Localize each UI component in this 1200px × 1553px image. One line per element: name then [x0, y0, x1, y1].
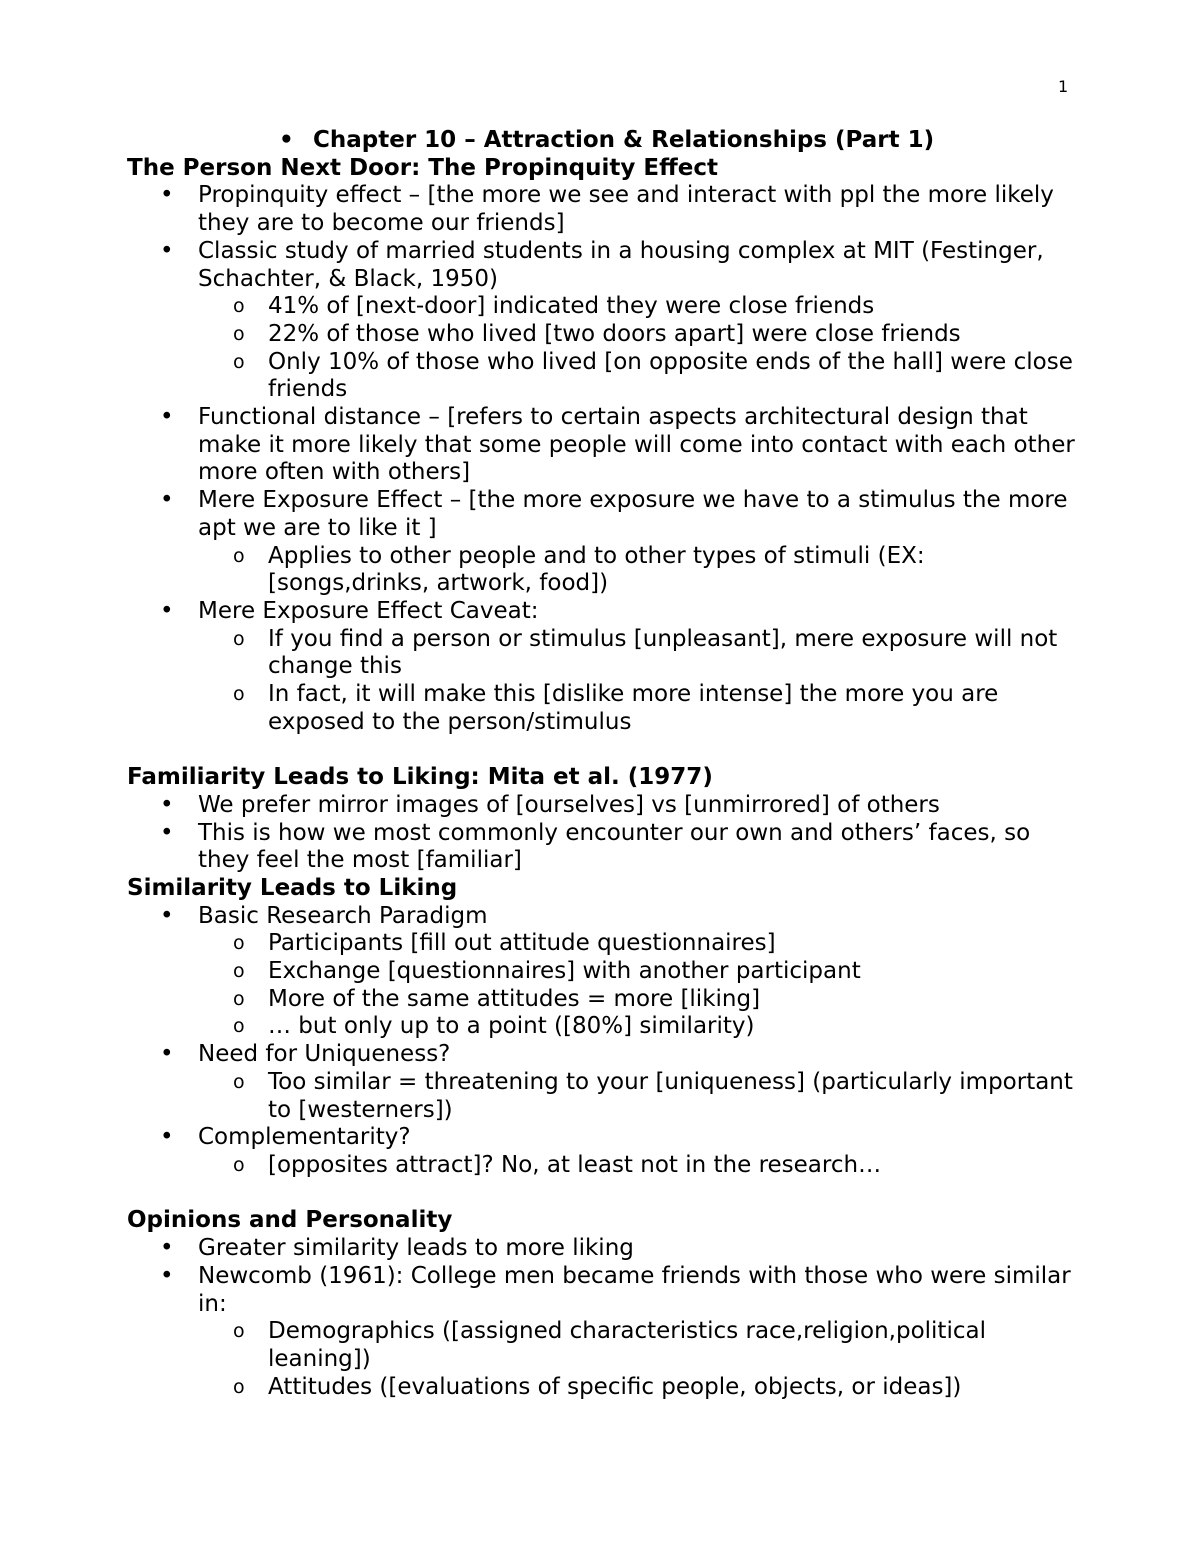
list-item	[127, 1235, 1087, 1263]
sub-list-item-text: Only 10% of those who lived [on opposite ends of the hall] were close friends	[268, 348, 1073, 403]
sub-list-item-text: Too similar = threatening to your [uniqueness] (particularly important to [westerners])	[268, 1068, 1073, 1123]
bullet-icon: •	[160, 404, 174, 431]
list-item	[127, 1124, 1087, 1152]
sub-list-item-text: [opposites attract]? No, at least not in the research…	[268, 1152, 882, 1178]
sub-bullet-icon: o	[233, 544, 245, 567]
sub-list-item-text: Participants [fill out attitude questionnaires]	[268, 930, 776, 957]
bullet-icon: •	[160, 1041, 174, 1068]
list-item	[127, 903, 1087, 931]
sub-list-item-text: Exchange [questionnaires] with another participant	[268, 958, 861, 985]
list-item-text: Mere Exposure Effect – [the more exposure we have to a stimulus the more apt we are to like it ]	[198, 487, 1068, 541]
sub-bullet-icon: o	[233, 1015, 245, 1038]
sub-bullet-icon: o	[233, 1320, 245, 1343]
bullet-icon: •	[160, 1235, 174, 1262]
sub-list-item	[127, 681, 1087, 736]
chapter-title-text: Chapter 10 – Attraction & Relationships (Part 1)	[313, 127, 935, 153]
bullet-icon: •	[160, 597, 174, 624]
bullet-icon: •	[160, 487, 174, 514]
sub-list-item	[127, 349, 1087, 404]
sub-list-item	[127, 543, 1087, 598]
chapter-title	[127, 127, 1087, 155]
sub-list-item-text: … but only up to a point ([80%] similarity)	[268, 1013, 755, 1040]
sub-list-item	[127, 626, 1087, 681]
list-item	[127, 238, 1087, 293]
sub-list-item	[127, 321, 1087, 349]
sub-list-item-text: 41% of [next-door] indicated they were close friends	[268, 293, 875, 320]
sub-list-item	[127, 1013, 1087, 1041]
list-item	[127, 820, 1087, 875]
sub-list-item-text: Applies to other people and to other types of stimuli (EX: [songs,drinks, artwork, food])	[268, 542, 925, 597]
list-item-text: Need for Uniqueness?	[198, 1041, 451, 1068]
bullet-icon: •	[160, 237, 174, 264]
list-item	[127, 1041, 1087, 1069]
bullet-icon: •	[160, 902, 174, 929]
section-heading: Similarity Leads to Liking	[127, 874, 458, 901]
sub-list-item-text: Demographics ([assigned characteristics race,religion,political leaning])	[268, 1318, 986, 1372]
list-item	[127, 598, 1087, 626]
list-item	[127, 182, 1087, 237]
sub-list-item	[127, 293, 1087, 321]
sub-bullet-icon: o	[233, 295, 245, 318]
list-item-text: Newcomb (1961): College men became friends with those who were similar in:	[198, 1262, 1071, 1317]
sub-bullet-icon: o	[233, 350, 245, 373]
bullet-icon: •	[160, 819, 174, 846]
page-number: 1	[1058, 77, 1069, 96]
list-item	[127, 404, 1087, 487]
sub-bullet-icon: o	[233, 987, 245, 1010]
sub-list-item	[127, 986, 1087, 1014]
list-item-text: We prefer mirror images of [ourselves] vs [unmirrored] of others	[198, 791, 940, 818]
sub-bullet-icon: o	[233, 322, 245, 345]
list-item	[127, 1263, 1087, 1318]
list-item-text: Basic Research Paradigm	[198, 902, 488, 929]
sub-list-item	[127, 1374, 1087, 1402]
bullet-icon: •	[160, 182, 174, 209]
section-heading: The Person Next Door: The Propinquity Effect	[127, 154, 718, 181]
list-item	[127, 487, 1087, 542]
bullet-icon: •	[160, 1124, 174, 1151]
sub-list-item	[127, 1318, 1087, 1373]
sub-list-item	[127, 1069, 1087, 1124]
sub-list-item-text: More of the same attitudes = more [liking]	[268, 985, 761, 1012]
bullet-icon: •	[160, 1262, 174, 1289]
list-item-text: Functional distance – [refers to certain aspects architectural design that make it more likely that some people will come into contact with each other more often with others]	[198, 404, 1075, 486]
sub-list-item-text: If you find a person or stimulus [unpleasant], mere exposure will not change this	[268, 625, 1058, 680]
list-item-text: Complementarity?	[198, 1124, 411, 1151]
document-body	[127, 127, 1087, 1401]
section-heading: Opinions and Personality	[127, 1207, 453, 1234]
sub-list-item-text: In fact, it will make this [dislike more intense] the more you are exposed to the person/stimulus	[268, 681, 999, 735]
sub-list-item-text: Attitudes ([evaluations of specific people, objects, or ideas])	[268, 1373, 962, 1400]
spacer	[127, 1180, 1087, 1208]
sub-list-item-text: 22% of those who lived [two doors apart] were close friends	[268, 320, 961, 347]
sub-bullet-icon: o	[233, 627, 245, 650]
list-item-text: This is how we most commonly encounter our own and others’ faces, so they feel the most [familiar]	[198, 819, 1031, 874]
bullet-icon: •	[160, 791, 174, 818]
bullet-icon: •	[279, 127, 294, 153]
sub-bullet-icon: o	[233, 1154, 245, 1176]
list-item-text: Propinquity effect – [the more we see and interact with ppl the more likely they are to become our friends]	[198, 182, 1054, 237]
sub-bullet-icon: o	[233, 932, 245, 955]
list-item-text: Mere Exposure Effect Caveat:	[198, 597, 539, 624]
sub-bullet-icon: o	[233, 1375, 245, 1398]
list-item	[127, 792, 1087, 820]
sub-list-item	[127, 1152, 1087, 1180]
sub-bullet-icon: o	[233, 960, 245, 983]
list-item-text: Greater similarity leads to more liking	[198, 1235, 634, 1262]
section-heading: Familiarity Leads to Liking: Mita et al. (1977)	[127, 764, 713, 791]
sub-bullet-icon: o	[233, 683, 245, 706]
sub-list-item	[127, 958, 1087, 986]
spacer	[127, 736, 1087, 764]
list-item-text: Classic study of married students in a housing complex at MIT (Festinger, Schachter, & Black, 1950)	[198, 237, 1044, 292]
sub-bullet-icon: o	[233, 1070, 245, 1093]
sub-list-item	[127, 930, 1087, 958]
